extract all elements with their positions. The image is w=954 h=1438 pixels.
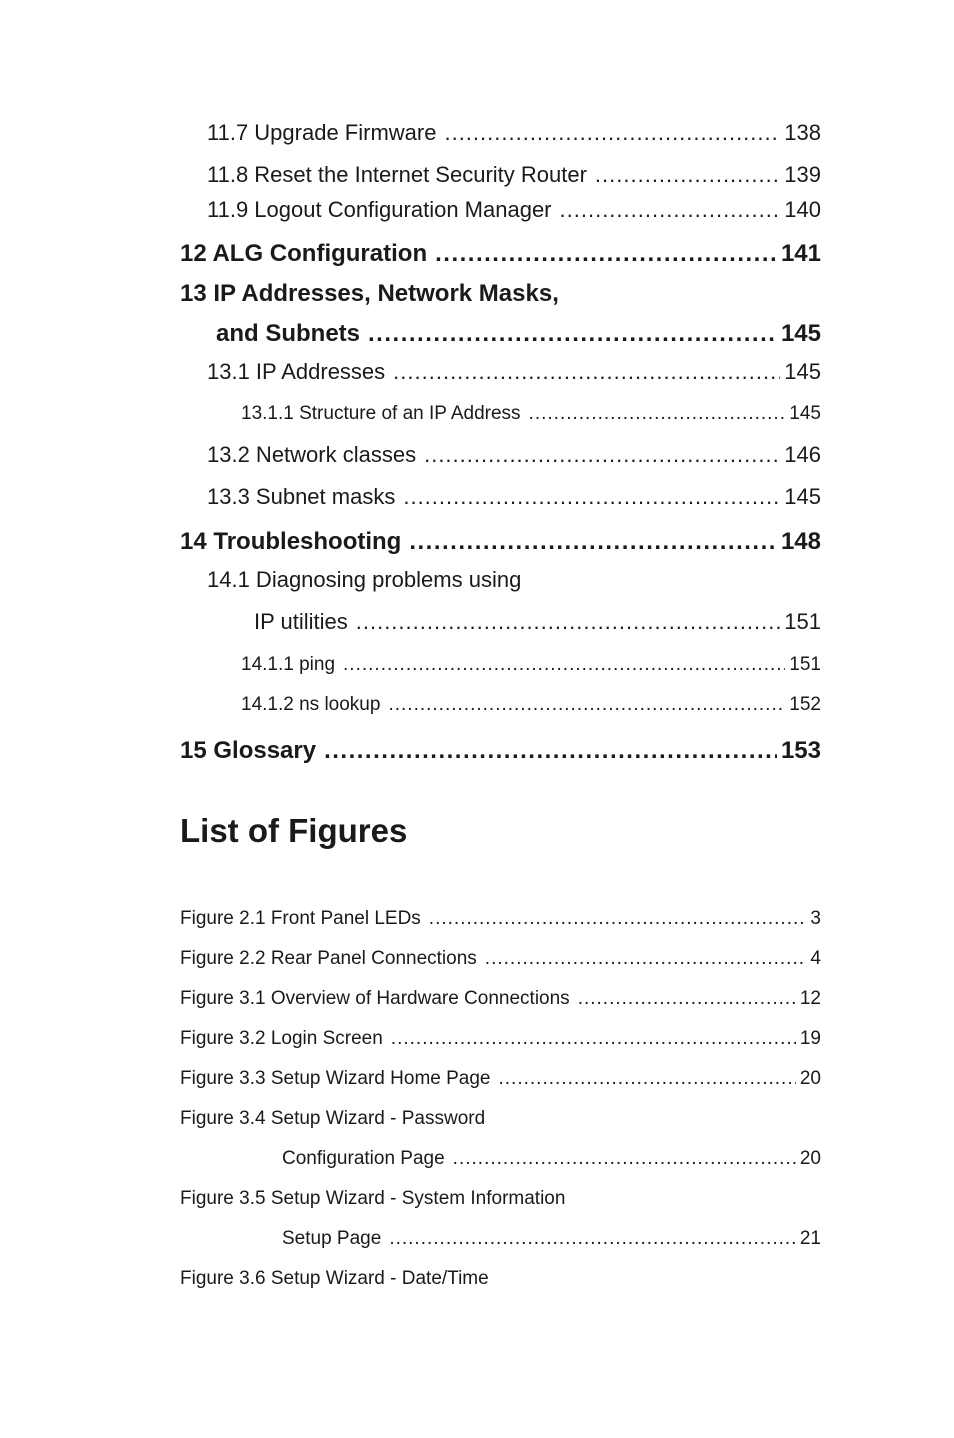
dot-leader [453, 1148, 796, 1170]
toc-subentry-title: 14.1.1 ping [241, 654, 336, 675]
toc-subentry-page: 145 [789, 403, 821, 424]
dot-leader [444, 120, 780, 146]
toc-entry[interactable] [207, 162, 821, 188]
dot-leader [391, 1028, 796, 1050]
dot-leader [529, 403, 786, 425]
toc-entry-page: 151 [784, 609, 821, 634]
toc-entry-page: 146 [784, 442, 821, 467]
toc-entry[interactable] [207, 120, 821, 146]
figure-entry-title: Figure 2.2 Rear Panel Connections [180, 948, 477, 969]
dot-leader [424, 442, 780, 468]
list-of-figures-heading: List of Figures [180, 812, 408, 849]
toc-subentry-page: 151 [789, 654, 821, 675]
toc-entry-title: 11.8 Reset the Internet Security Router [207, 162, 587, 187]
figure-entry-title-continued: Configuration Page [282, 1148, 445, 1169]
toc-entry[interactable] [207, 197, 821, 223]
dot-leader [595, 162, 780, 188]
dot-leader [435, 240, 777, 268]
toc-entry-page: 145 [784, 484, 821, 509]
toc-entry[interactable] [254, 609, 821, 635]
toc-chapter[interactable] [180, 528, 821, 556]
dot-leader [409, 528, 777, 556]
toc-entry-title: 13.2 Network classes [207, 442, 417, 467]
toc-entry-page: 139 [784, 162, 821, 187]
toc-entry[interactable] [207, 442, 821, 468]
figure-entry[interactable] [180, 908, 821, 930]
toc-chapter-title: 14 Troubleshooting [180, 528, 402, 555]
toc-entry-page: 140 [784, 197, 821, 222]
figure-entry-title-continued: Setup Page [282, 1228, 382, 1249]
toc-entry-page: 138 [784, 120, 821, 145]
figure-entry[interactable] [180, 948, 821, 970]
figure-entry[interactable] [180, 1028, 821, 1050]
dot-leader [368, 320, 777, 348]
figure-entry-page: 21 [799, 1228, 821, 1249]
figure-entry-title[interactable]: Figure 3.6 Setup Wizard - Date/Time [180, 1268, 489, 1289]
toc-chapter-title[interactable]: 13 IP Addresses, Network Masks, [180, 280, 559, 307]
toc-subentry-title: 13.1.1 Structure of an IP Address [241, 403, 521, 424]
toc-entry-title: 11.7 Upgrade Firmware [207, 120, 437, 145]
dot-leader [560, 197, 781, 223]
toc-chapter-title: 15 Glossary [180, 737, 317, 764]
figure-entry[interactable] [282, 1228, 821, 1250]
toc-entry[interactable] [207, 484, 821, 510]
dot-leader [356, 609, 781, 635]
dot-leader [324, 737, 777, 765]
dot-leader [403, 484, 780, 510]
toc-chapter-page: 153 [780, 737, 821, 764]
toc-subentry-page: 152 [789, 694, 821, 715]
figure-entry-title: Figure 3.3 Setup Wizard Home Page [180, 1068, 491, 1089]
figure-entry-page: 12 [799, 988, 821, 1009]
toc-entry[interactable] [207, 359, 821, 385]
toc-subentry[interactable] [241, 403, 821, 425]
figure-entry-title[interactable]: Figure 3.4 Setup Wizard - Password [180, 1108, 486, 1129]
toc-chapter-page: 141 [780, 240, 821, 267]
figure-entry-page: 20 [799, 1148, 821, 1169]
toc-chapter[interactable] [180, 240, 821, 268]
dot-leader [499, 1068, 796, 1090]
figure-entry[interactable] [282, 1148, 821, 1170]
dot-leader [578, 988, 796, 1010]
figure-entry-title: Figure 3.1 Overview of Hardware Connections [180, 988, 570, 1009]
toc-subentry[interactable] [241, 654, 821, 676]
figure-entry-page: 20 [799, 1068, 821, 1089]
toc-chapter-title-continued: and Subnets [216, 320, 361, 347]
dot-leader [343, 654, 785, 676]
toc-entry-title: 11.9 Logout Configuration Manager [207, 197, 552, 222]
toc-chapter[interactable] [216, 320, 821, 348]
dot-leader [388, 694, 785, 716]
dot-leader [429, 908, 807, 930]
toc-chapter[interactable] [180, 737, 821, 765]
toc-entry-title: 13.1 IP Addresses [207, 359, 386, 384]
toc-entry-title: 13.3 Subnet masks [207, 484, 396, 509]
toc-entry-title-continued: IP utilities [254, 609, 348, 634]
figure-entry[interactable] [180, 1068, 821, 1090]
toc-chapter-title: 12 ALG Configuration [180, 240, 428, 267]
toc-subentry[interactable] [241, 694, 821, 716]
figure-entry-title: Figure 2.1 Front Panel LEDs [180, 908, 421, 929]
toc-chapter-page: 145 [780, 320, 821, 347]
figure-entry-page: 3 [810, 908, 821, 929]
toc-subentry-title: 14.1.2 ns lookup [241, 694, 381, 715]
figure-entry-title[interactable]: Figure 3.5 Setup Wizard - System Information [180, 1188, 566, 1209]
figure-entry-title: Figure 3.2 Login Screen [180, 1028, 383, 1049]
figure-entry-page: 4 [810, 948, 821, 969]
figure-entry-page: 19 [799, 1028, 821, 1049]
dot-leader [485, 948, 807, 970]
toc-chapter-page: 148 [780, 528, 821, 555]
dot-leader [389, 1228, 796, 1250]
toc-entry-page: 145 [784, 359, 821, 384]
toc-entry-title[interactable]: 14.1 Diagnosing problems using [207, 567, 522, 592]
dot-leader [393, 359, 780, 385]
figure-entry[interactable] [180, 988, 821, 1010]
